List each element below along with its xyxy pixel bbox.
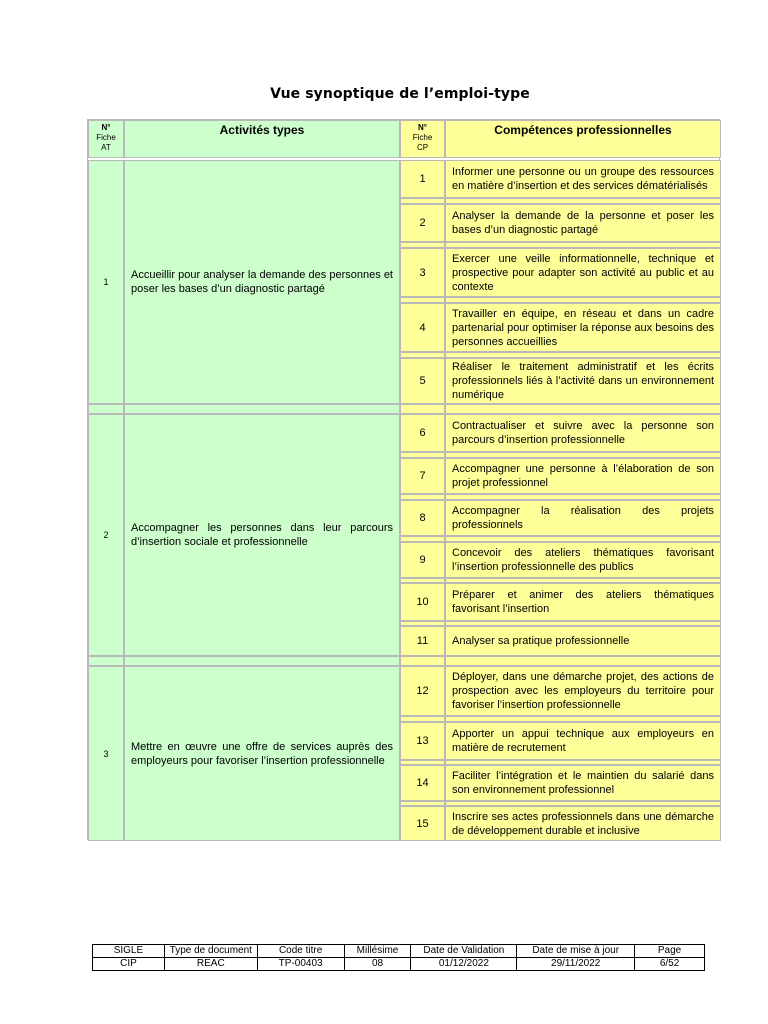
- header-fiche-at: [88, 120, 124, 158]
- cp-9-text-content: Concevoir des ateliers thématiques favorisant l’insertion professionnelle des publics: [452, 547, 714, 573]
- header-fiche-at-line2: Fiche: [96, 133, 116, 142]
- separator-row: [445, 404, 721, 414]
- header-activites: Activités types: [124, 120, 400, 158]
- cp-4-text: [445, 303, 721, 352]
- cp-4-text-content: Travailler en équipe, en réseau et dans un cadre partenarial pour optimiser la réponse aux besoins des personnes accueillies: [452, 307, 714, 348]
- cp-15-text: [445, 806, 721, 841]
- cp-3-text: [445, 248, 721, 297]
- cp-8-text-content: Accompagner la réalisation des projets professionnels: [452, 505, 714, 531]
- footer-header-type: Type de document: [164, 945, 257, 958]
- cp-8-text: [445, 500, 721, 536]
- cp-4-number: 4: [400, 303, 445, 352]
- footer-value-code: TP-00403: [257, 958, 344, 971]
- activity-2-number: 2: [88, 414, 124, 656]
- footer-header-sigle: SIGLE: [93, 945, 165, 958]
- activity-2-label-text: Accompagner les personnes dans leur parcours d’insertion sociale et professionnelle: [131, 522, 393, 548]
- activity-1-label: [124, 160, 400, 404]
- separator-row: [400, 404, 445, 414]
- cp-14-text: [445, 765, 721, 801]
- footer-value-sigle: CIP: [93, 958, 165, 971]
- footer-value-validation: 01/12/2022: [411, 958, 517, 971]
- cp-10-text: [445, 583, 721, 621]
- cp-7-text: [445, 458, 721, 494]
- header-fiche-cp-line1: N°: [418, 123, 427, 132]
- cp-12-text: [445, 666, 721, 716]
- separator-row: [88, 656, 124, 666]
- cp-3-text-content: Exercer une veille informationnelle, technique et prospective pour adapter son activité au public et au contexte: [452, 252, 714, 293]
- separator-row: [88, 404, 124, 414]
- header-competences: Compétences professionnelles: [445, 120, 721, 158]
- cp-10-number: 10: [400, 583, 445, 621]
- cp-12-number: 12: [400, 666, 445, 716]
- activity-3-label-text: Mettre en œuvre une offre de services auprès des employeurs pour favoriser l’insertion professionnelle: [131, 740, 393, 767]
- footer-header-millesime: Millésime: [344, 945, 411, 958]
- cp-12-text-content: Déployer, dans une démarche projet, des actions de prospection avec les employeurs du territoire pour favoriser l’insertion professionnelle: [452, 671, 714, 711]
- cp-15-text-content: Inscrire ses actes professionnels dans une démarche de développement durable et inclusive: [452, 810, 714, 837]
- synoptic-table: [87, 119, 720, 840]
- cp-14-text-content: Faciliter l’intégration et le maintien du salarié dans son environnement professionnel: [452, 770, 714, 796]
- activity-2-label: [124, 414, 400, 656]
- cp-1-text-content: Informer une personne ou un groupe des ressources en matière d’insertion et des services dématérialisés: [452, 166, 714, 192]
- activity-1-number: 1: [88, 160, 124, 404]
- separator-row: [124, 404, 400, 414]
- header-fiche-at-line3: AT: [101, 143, 111, 152]
- cp-11-text: [445, 626, 721, 656]
- activity-1-label-text: Accueillir pour analyser la demande des personnes et poser les bases d’un diagnostic partagé: [131, 269, 393, 295]
- cp-6-text-content: Contractualiser et suivre avec la personne son parcours d’insertion professionnelle: [452, 420, 714, 446]
- footer-header-update: Date de mise à jour: [517, 945, 635, 958]
- footer-value-millesime: 08: [344, 958, 411, 971]
- cp-2-text: [445, 204, 721, 242]
- cp-5-text: [445, 358, 721, 404]
- page-title: Vue synoptique de l’emploi-type: [270, 86, 530, 102]
- footer-header-page: Page: [635, 945, 705, 958]
- cp-13-text: [445, 722, 721, 760]
- activity-3-label: [124, 666, 400, 841]
- cp-5-text-content: Réaliser le traitement administratif et les écrits professionnels liés à l’activité dans un environnement numérique: [452, 361, 714, 401]
- cp-15-number: 15: [400, 806, 445, 841]
- cp-2-text-content: Analyser la demande de la personne et poser les bases d’un diagnostic partagé: [452, 210, 714, 236]
- separator-row: [445, 656, 721, 666]
- header-fiche-cp-line3: CP: [416, 143, 429, 152]
- cp-9-text: [445, 542, 721, 578]
- footer-header-validation: Date de Validation: [411, 945, 517, 958]
- cp-13-text-content: Apporter un appui technique aux employeurs en matière de recrutement: [452, 728, 714, 754]
- cp-2-number: 2: [400, 204, 445, 242]
- cp-1-text: [445, 160, 721, 198]
- separator-row: [400, 656, 445, 666]
- header-fiche-cp-line2: Fiche: [412, 133, 433, 142]
- cp-14-number: 14: [400, 765, 445, 801]
- document-footer-table: [92, 944, 705, 971]
- cp-6-number: 6: [400, 414, 445, 452]
- footer-value-page: 6/52: [635, 958, 705, 971]
- cp-7-number: 7: [400, 458, 445, 494]
- header-fiche-cp: [400, 120, 445, 158]
- footer-value-type: REAC: [164, 958, 257, 971]
- cp-3-number: 3: [400, 248, 445, 297]
- footer-value-update: 29/11/2022: [517, 958, 635, 971]
- cp-5-number: 5: [400, 358, 445, 404]
- cp-9-number: 9: [400, 542, 445, 578]
- cp-8-number: 8: [400, 500, 445, 536]
- cp-6-text: [445, 414, 721, 452]
- header-fiche-at-line1: N°: [101, 123, 111, 132]
- footer-header-code: Code titre: [257, 945, 344, 958]
- separator-row: [124, 656, 400, 666]
- activity-3-number: 3: [88, 666, 124, 841]
- cp-11-text-content: Analyser sa pratique professionnelle: [452, 635, 630, 647]
- cp-1-number: 1: [400, 160, 445, 198]
- cp-13-number: 13: [400, 722, 445, 760]
- cp-11-number: 11: [400, 626, 445, 656]
- cp-10-text-content: Préparer et animer des ateliers thématiques favorisant l’insertion: [452, 589, 714, 615]
- cp-7-text-content: Accompagner une personne à l’élaboration de son projet professionnel: [452, 463, 714, 489]
